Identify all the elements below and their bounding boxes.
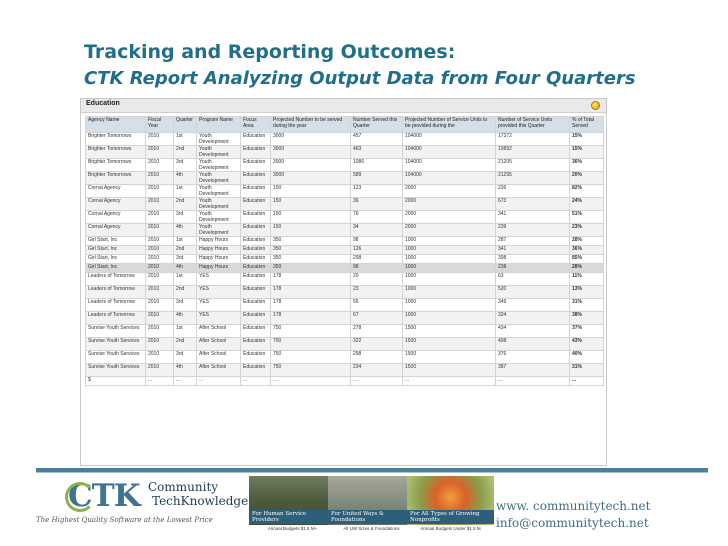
table-cell: 2000 xyxy=(403,224,496,237)
banner-caption: All UW Sizes & Foundations xyxy=(328,525,415,532)
table-row[interactable] xyxy=(86,211,604,224)
table-cell: 750 xyxy=(271,364,351,377)
table-cell: 4th xyxy=(174,312,197,325)
table-cell: ... xyxy=(174,377,197,386)
table-cell: After School xyxy=(197,325,241,338)
table-cell: ... xyxy=(496,377,570,386)
table-row[interactable] xyxy=(86,377,604,386)
table-cell: 238 xyxy=(496,264,570,273)
table-cell: 2nd xyxy=(174,338,197,351)
table-cell: 13% xyxy=(570,286,604,299)
table-cell: Education xyxy=(241,312,271,325)
table-cell: 104000 xyxy=(403,159,496,172)
table-cell: 23 xyxy=(351,286,403,299)
table-cell: ... xyxy=(241,377,271,386)
table-cell: 463 xyxy=(351,146,403,159)
table-cell: 4th xyxy=(174,264,197,273)
table-cell: 178 xyxy=(271,273,351,286)
table-cell: YES xyxy=(197,286,241,299)
table-cell: Brighter Tomorrows xyxy=(86,133,146,146)
table-row[interactable] xyxy=(86,338,604,351)
table-cell: After School xyxy=(197,364,241,377)
table-row[interactable] xyxy=(86,351,604,364)
banner-united-ways xyxy=(328,476,415,532)
table-cell: Brighter Tomorrows xyxy=(86,146,146,159)
table-cell: 298 xyxy=(351,255,403,264)
table-cell: 24% xyxy=(570,198,604,211)
table-cell: $ xyxy=(86,377,146,386)
section-title: Education xyxy=(86,100,120,107)
table-cell: 236 xyxy=(496,185,570,198)
table-row[interactable] xyxy=(86,185,604,198)
table-row[interactable] xyxy=(86,255,604,264)
column-header: Quarter xyxy=(174,117,197,133)
column-header: Number Served this Quarter xyxy=(351,117,403,133)
report-header xyxy=(81,99,606,113)
table-cell: Leaders of Tomorrow xyxy=(86,286,146,299)
table-cell: 2010 xyxy=(146,299,174,312)
table-cell: Education xyxy=(241,224,271,237)
table-cell: 434 xyxy=(496,325,570,338)
table-row[interactable] xyxy=(86,237,604,246)
table-cell: 104000 xyxy=(403,146,496,159)
table-cell: 21205 xyxy=(496,159,570,172)
banner-text: For United Ways & Foundations xyxy=(328,510,415,524)
table-cell: 520 xyxy=(496,286,570,299)
table-cell: 341 xyxy=(496,246,570,255)
table-cell: 1000 xyxy=(403,237,496,246)
table-cell: 2010 xyxy=(146,364,174,377)
table-cell: 1st xyxy=(174,325,197,338)
table-cell: 2010 xyxy=(146,325,174,338)
table-cell: 350 xyxy=(271,246,351,255)
table-cell: 2010 xyxy=(146,312,174,325)
table-cell: 322 xyxy=(351,338,403,351)
table-cell: 150 xyxy=(271,224,351,237)
table-cell: Youth Development xyxy=(197,159,241,172)
table-cell: Education xyxy=(241,364,271,377)
table-cell: 36 xyxy=(351,198,403,211)
table-cell: 341 xyxy=(496,211,570,224)
table-cell: Sunrise Youth Services xyxy=(86,338,146,351)
table-cell: 67 xyxy=(351,312,403,325)
table-cell: 2010 xyxy=(146,273,174,286)
table-cell: 98 xyxy=(351,264,403,273)
table-cell: 1086 xyxy=(351,159,403,172)
table-cell: Education xyxy=(241,299,271,312)
table-cell: Leaders of Tomorrow xyxy=(86,299,146,312)
table-cell: 40% xyxy=(570,351,604,364)
table-row[interactable] xyxy=(86,286,604,299)
table-cell: 2000 xyxy=(403,185,496,198)
table-cell: 278 xyxy=(351,325,403,338)
table-cell: 2010 xyxy=(146,246,174,255)
table-cell: 37% xyxy=(570,325,604,338)
banner-nonprofits xyxy=(407,476,494,532)
table-cell: 2010 xyxy=(146,146,174,159)
table-row[interactable] xyxy=(86,146,604,159)
table-cell: Education xyxy=(241,273,271,286)
table-cell: 98 xyxy=(351,237,403,246)
table-cell: 1st xyxy=(174,133,197,146)
table-cell: Youth Development xyxy=(197,211,241,224)
table-cell: Youth Development xyxy=(197,146,241,159)
table-cell: 498 xyxy=(496,338,570,351)
table-cell: 17372 xyxy=(496,133,570,146)
table-cell: 2nd xyxy=(174,286,197,299)
table-cell: Education xyxy=(241,246,271,255)
table-cell: 2nd xyxy=(174,198,197,211)
table-cell: Girl Start, Inc xyxy=(86,255,146,264)
table-cell: 750 xyxy=(271,351,351,364)
table-cell: 1000 xyxy=(403,312,496,325)
table-cell: Girl Start, Inc xyxy=(86,264,146,273)
website-link[interactable]: www. communitytech.net xyxy=(496,499,651,513)
table-cell: 2010 xyxy=(146,198,174,211)
table-cell: 3rd xyxy=(174,351,197,364)
table-cell: Youth Development xyxy=(197,133,241,146)
table-cell: Education xyxy=(241,264,271,273)
table-cell: Cornal Agency xyxy=(86,211,146,224)
table-cell: 31% xyxy=(570,364,604,377)
table-cell: Education xyxy=(241,198,271,211)
table-cell: 20% xyxy=(570,172,604,185)
table-cell: Happy Hours xyxy=(197,255,241,264)
logo-arc-icon xyxy=(65,482,95,512)
table-cell: 4th xyxy=(174,364,197,377)
table-cell: 15% xyxy=(570,146,604,159)
table-cell: Girl Start, Inc xyxy=(86,237,146,246)
table-row[interactable] xyxy=(86,172,604,185)
table-cell: 2000 xyxy=(403,211,496,224)
table-row[interactable] xyxy=(86,364,604,377)
table-cell: 28% xyxy=(570,264,604,273)
table-cell: Education xyxy=(241,211,271,224)
table-header-row xyxy=(86,117,604,133)
table-cell: 123 xyxy=(351,185,403,198)
table-cell: After School xyxy=(197,351,241,364)
table-cell: 457 xyxy=(351,133,403,146)
table-cell: 398 xyxy=(496,255,570,264)
table-cell: 20 xyxy=(351,273,403,286)
banner-text: For Human Service Providers xyxy=(249,510,336,524)
table-cell: 31% xyxy=(570,299,604,312)
table-row[interactable] xyxy=(86,224,604,237)
table-cell: ... xyxy=(271,377,351,386)
table-cell: 1500 xyxy=(403,325,496,338)
table-cell: Happy Hours xyxy=(197,246,241,255)
table-cell: 2nd xyxy=(174,146,197,159)
table-cell: 43% xyxy=(570,338,604,351)
table-cell: Girl Start, Inc xyxy=(86,246,146,255)
table-cell: 126 xyxy=(351,246,403,255)
table-cell: Leaders of Tomorrow xyxy=(86,273,146,286)
footer-divider-line xyxy=(36,472,708,473)
table-cell: 3000 xyxy=(271,146,351,159)
table-row[interactable] xyxy=(86,133,604,146)
table-body xyxy=(86,133,604,386)
table-row[interactable] xyxy=(86,299,604,312)
table-cell: Cornal Agency xyxy=(86,224,146,237)
table-cell: 1500 xyxy=(403,351,496,364)
table-cell: 2010 xyxy=(146,255,174,264)
table-cell: Education xyxy=(241,286,271,299)
report-panel xyxy=(80,98,607,466)
table-cell: Education xyxy=(241,338,271,351)
table-cell: Education xyxy=(241,237,271,246)
table-cell: 1st xyxy=(174,273,197,286)
table-cell: 1000 xyxy=(403,273,496,286)
table-row[interactable] xyxy=(86,198,604,211)
table-cell: 1500 xyxy=(403,364,496,377)
table-cell: Brighter Tomorrows xyxy=(86,159,146,172)
table-cell: 76 xyxy=(351,211,403,224)
table-cell: 239 xyxy=(496,224,570,237)
table-cell: 15% xyxy=(570,133,604,146)
table-cell: Sunrise Youth Services xyxy=(86,364,146,377)
table-cell: 2000 xyxy=(403,198,496,211)
column-header: Projected Number to be served during the year xyxy=(271,117,351,133)
table-cell: YES xyxy=(197,299,241,312)
table-cell: 1000 xyxy=(403,246,496,255)
table-cell: Youth Development xyxy=(197,185,241,198)
table-cell: 376 xyxy=(496,351,570,364)
table-cell: ... xyxy=(570,377,604,386)
table-cell: Education xyxy=(241,325,271,338)
table-cell: 2010 xyxy=(146,224,174,237)
table-cell: 3000 xyxy=(271,159,351,172)
table-cell: Brighter Tomorrows xyxy=(86,172,146,185)
logo-name-line1: Community xyxy=(148,480,219,494)
banner-text: For All Types of Growing Nonprofits xyxy=(407,510,494,524)
table-cell: 1st xyxy=(174,185,197,198)
table-cell: 3rd xyxy=(174,159,197,172)
table-cell: 2010 xyxy=(146,185,174,198)
table-cell: ... xyxy=(351,377,403,386)
column-header: Projected Number of Service Units to be provided during the xyxy=(403,117,496,133)
table-row[interactable] xyxy=(86,264,604,273)
banner-caption: Annual Budgets $1.5 M+ xyxy=(249,525,336,532)
table-cell: YES xyxy=(197,273,241,286)
tagline: The Highest Quality Software at the Lowest Price xyxy=(36,516,213,524)
table-cell: 2010 xyxy=(146,351,174,364)
table-cell: 4th xyxy=(174,172,197,185)
table-cell: 10892 xyxy=(496,146,570,159)
table-cell: 21295 xyxy=(496,172,570,185)
table-cell: 298 xyxy=(351,351,403,364)
column-header: Program Name xyxy=(197,117,241,133)
table-cell: 673 xyxy=(496,198,570,211)
table-cell: 1000 xyxy=(403,286,496,299)
table-cell: Education xyxy=(241,351,271,364)
table-cell: Cornal Agency xyxy=(86,198,146,211)
table-cell: YES xyxy=(197,312,241,325)
table-cell: 104000 xyxy=(403,133,496,146)
table-cell: 350 xyxy=(271,264,351,273)
table-cell: 3rd xyxy=(174,255,197,264)
export-icon[interactable] xyxy=(591,101,600,110)
table-cell: 38% xyxy=(570,312,604,325)
ctk-logo xyxy=(68,478,249,514)
column-header: Number of Service Units provided this Quarter xyxy=(496,117,570,133)
table-cell: Cornal Agency xyxy=(86,185,146,198)
table-cell: 2010 xyxy=(146,338,174,351)
table-cell: 1st xyxy=(174,237,197,246)
table-cell: 589 xyxy=(351,172,403,185)
table-cell: 2010 xyxy=(146,211,174,224)
table-cell: 324 xyxy=(496,312,570,325)
table-cell: 11% xyxy=(570,273,604,286)
table-cell: 56 xyxy=(351,299,403,312)
column-header: % of Total Served xyxy=(570,117,604,133)
table-cell: Sunrise Youth Services xyxy=(86,351,146,364)
table-cell: Education xyxy=(241,133,271,146)
table-row[interactable] xyxy=(86,325,604,338)
table-cell: 1000 xyxy=(403,264,496,273)
table-cell: 51% xyxy=(570,211,604,224)
table-cell: Leaders of Tomorrow xyxy=(86,312,146,325)
report-table xyxy=(85,116,604,386)
table-cell: 28% xyxy=(570,237,604,246)
table-cell: 36% xyxy=(570,159,604,172)
table-cell: 63 xyxy=(496,273,570,286)
table-cell: ... xyxy=(403,377,496,386)
table-cell: 82% xyxy=(570,185,604,198)
table-cell: Youth Development xyxy=(197,198,241,211)
table-cell: 3rd xyxy=(174,211,197,224)
table-cell: 150 xyxy=(271,185,351,198)
contact-info xyxy=(496,498,650,532)
table-row[interactable] xyxy=(86,159,604,172)
table-cell: Education xyxy=(241,185,271,198)
table-cell: ... xyxy=(146,377,174,386)
table-cell: Happy Hours xyxy=(197,237,241,246)
table-cell: 150 xyxy=(271,198,351,211)
table-row[interactable] xyxy=(86,273,604,286)
table-cell: ... xyxy=(197,377,241,386)
table-cell: 36% xyxy=(570,246,604,255)
table-cell: 2010 xyxy=(146,172,174,185)
slide-subtitle: CTK Report Analyzing Output Data from Four Quarters xyxy=(84,68,636,89)
table-cell: 350 xyxy=(271,237,351,246)
logo-mark: CTK xyxy=(68,478,140,514)
table-cell: Education xyxy=(241,146,271,159)
table-cell: Education xyxy=(241,159,271,172)
table-cell: After School xyxy=(197,338,241,351)
table-cell: Youth Development xyxy=(197,172,241,185)
table-cell: 750 xyxy=(271,338,351,351)
table-cell: 104000 xyxy=(403,172,496,185)
table-cell: 349 xyxy=(496,299,570,312)
table-cell: 2010 xyxy=(146,264,174,273)
table-cell: 178 xyxy=(271,299,351,312)
table-cell: 3000 xyxy=(271,172,351,185)
table-cell: 178 xyxy=(271,312,351,325)
table-cell: 34 xyxy=(351,224,403,237)
table-cell: Sunrise Youth Services xyxy=(86,325,146,338)
table-cell: 85% xyxy=(570,255,604,264)
banner-caption: Annual Budgets Under $1.5 M xyxy=(407,525,494,532)
table-cell: 2010 xyxy=(146,133,174,146)
table-cell: 3rd xyxy=(174,299,197,312)
table-cell: Youth Development xyxy=(197,224,241,237)
table-cell: 2010 xyxy=(146,286,174,299)
table-cell: 234 xyxy=(351,364,403,377)
table-cell: Happy Hours xyxy=(197,264,241,273)
table-cell: 2010 xyxy=(146,159,174,172)
table-cell: 2nd xyxy=(174,246,197,255)
table-cell: 287 xyxy=(496,237,570,246)
table-cell: Education xyxy=(241,172,271,185)
table-cell: 23% xyxy=(570,224,604,237)
banner-human-service xyxy=(249,476,336,532)
table-cell: 1000 xyxy=(403,299,496,312)
slide-title: Tracking and Reporting Outcomes: xyxy=(84,41,456,63)
table-cell: 3000 xyxy=(271,133,351,146)
table-row[interactable] xyxy=(86,246,604,255)
column-header: Agency Name xyxy=(86,117,146,133)
column-header: Focus Area xyxy=(241,117,271,133)
table-cell: 387 xyxy=(496,364,570,377)
logo-name-line2: TechKnowledge xyxy=(152,494,249,508)
table-cell: Education xyxy=(241,255,271,264)
table-cell: 150 xyxy=(271,211,351,224)
table-cell: 350 xyxy=(271,255,351,264)
table-cell: 178 xyxy=(271,286,351,299)
table-cell: 2010 xyxy=(146,237,174,246)
table-cell: 1000 xyxy=(403,255,496,264)
column-header: Fiscal Year xyxy=(146,117,174,133)
table-row[interactable] xyxy=(86,312,604,325)
table-cell: 4th xyxy=(174,224,197,237)
table-cell: 750 xyxy=(271,325,351,338)
email-link[interactable]: info@communitytech.net xyxy=(496,516,649,530)
table-cell: 1500 xyxy=(403,338,496,351)
